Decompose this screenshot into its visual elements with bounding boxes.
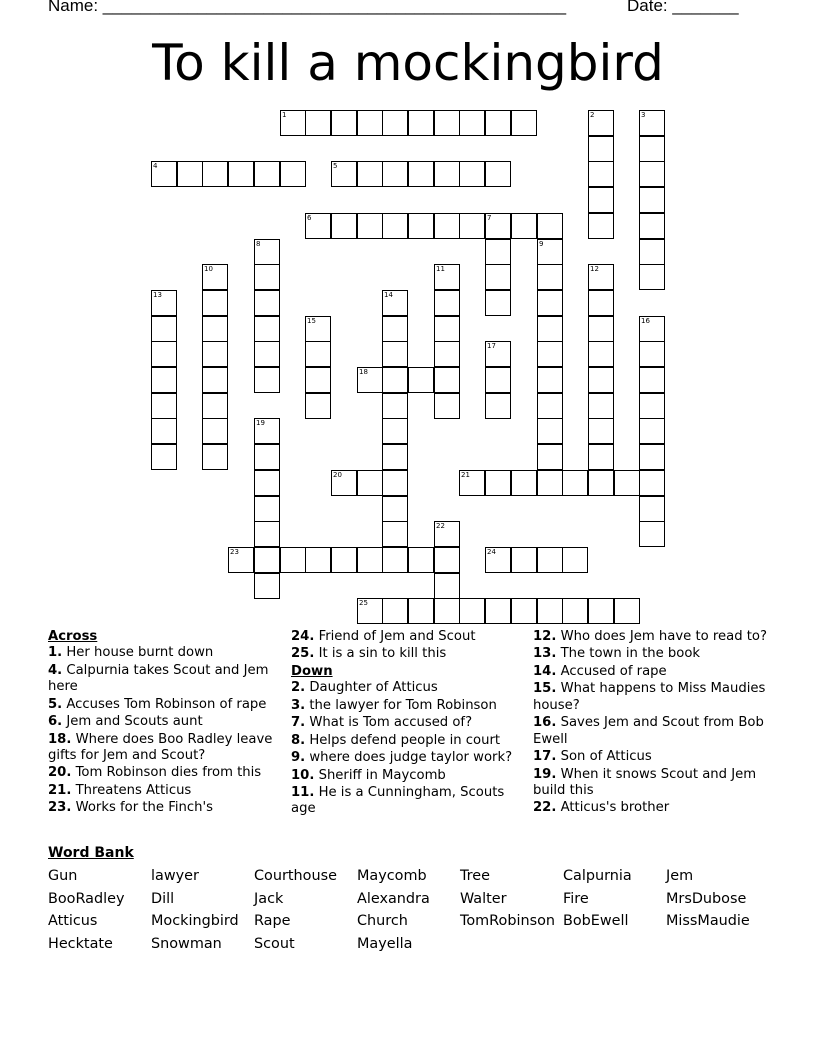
clue-text: Atticus's brother	[560, 800, 670, 816]
down-clue	[291, 715, 531, 731]
clue-text: What is Tom accused of?	[309, 715, 473, 731]
grid-cell[interactable]	[485, 264, 511, 290]
grid-cell[interactable]	[357, 598, 383, 624]
clue-number-label: 17.	[533, 749, 557, 765]
grid-cell[interactable]	[202, 418, 228, 444]
grid-cell[interactable]	[202, 341, 228, 367]
grid-cell[interactable]	[639, 444, 665, 470]
grid-cell[interactable]	[357, 110, 383, 136]
grid-cell[interactable]	[537, 598, 563, 624]
down-clue	[533, 681, 773, 714]
grid-cell[interactable]	[485, 213, 511, 239]
grid-cell[interactable]	[434, 573, 460, 599]
grid-cell[interactable]	[434, 290, 460, 316]
clue-number-label: 4.	[48, 662, 63, 678]
grid-cell[interactable]	[357, 213, 383, 239]
clue-number-label: 15.	[533, 681, 557, 697]
grid-cell[interactable]	[382, 521, 408, 547]
grid-cell[interactable]	[228, 161, 254, 187]
grid-cell[interactable]	[331, 110, 357, 136]
word-bank-item: Fire	[563, 891, 589, 907]
grid-cell[interactable]	[639, 341, 665, 367]
across-clue	[291, 646, 531, 662]
grid-cell[interactable]	[331, 213, 357, 239]
grid-cell[interactable]	[280, 161, 306, 187]
grid-cell[interactable]	[202, 393, 228, 419]
grid-cell[interactable]	[511, 110, 537, 136]
grid-cell[interactable]	[151, 393, 177, 419]
grid-cell[interactable]	[639, 496, 665, 522]
across-clue	[291, 629, 531, 645]
across-heading: Across	[48, 629, 98, 644]
clues-column-2	[291, 629, 531, 819]
clue-text: Sheriff in Maycomb	[318, 767, 446, 783]
clue-text: What happens to Miss Maudies house?	[533, 681, 766, 713]
grid-cell[interactable]	[254, 547, 280, 573]
clue-text: Friend of Jem and Scout	[318, 629, 476, 644]
grid-cell[interactable]	[588, 470, 614, 496]
grid-cell[interactable]	[537, 547, 563, 573]
word-bank-item: TomRobinson	[460, 913, 555, 929]
grid-cell[interactable]	[357, 470, 383, 496]
clue-number: 12	[590, 265, 599, 273]
grid-cell[interactable]	[639, 418, 665, 444]
word-bank-item: Snowman	[151, 936, 222, 952]
clue-number: 6	[307, 214, 312, 222]
word-bank-item: Mockingbird	[151, 913, 239, 929]
grid-cell[interactable]	[614, 470, 640, 496]
grid-cell[interactable]	[357, 161, 383, 187]
grid-cell[interactable]	[331, 161, 357, 187]
clue-number-label: 13.	[533, 646, 557, 662]
word-bank-item: MrsDubose	[666, 891, 747, 907]
grid-cell[interactable]	[177, 161, 203, 187]
grid-cell[interactable]	[485, 110, 511, 136]
clue-number: 18	[359, 368, 368, 376]
clue-number: 9	[539, 240, 544, 248]
clue-number-label: 8.	[291, 732, 306, 748]
clue-text: Son of Atticus	[560, 749, 652, 765]
clue-number-label: 21.	[48, 782, 72, 798]
clue-number: 5	[333, 162, 338, 170]
word-bank-item: MissMaudie	[666, 913, 750, 929]
word-bank-item: Jem	[666, 868, 694, 884]
grid-cell[interactable]	[254, 290, 280, 316]
clue-number-label: 24.	[291, 629, 315, 644]
grid-cell[interactable]	[434, 264, 460, 290]
clue-number-label: 9.	[291, 750, 306, 766]
clue-text: Calpurnia takes Scout and Jem here	[48, 662, 269, 695]
grid-cell[interactable]	[305, 213, 331, 239]
word-bank-item: Scout	[254, 936, 295, 952]
grid-cell[interactable]	[537, 316, 563, 342]
grid-cell[interactable]	[382, 496, 408, 522]
word-bank-item: Hecktate	[48, 936, 113, 952]
grid-cell[interactable]	[639, 393, 665, 419]
grid-cell[interactable]	[588, 316, 614, 342]
grid-cell[interactable]	[639, 521, 665, 547]
clue-text: Threatens Atticus	[75, 782, 192, 798]
grid-cell[interactable]	[434, 341, 460, 367]
clue-number: 11	[436, 265, 445, 273]
clue-text: the lawyer for Tom Robinson	[309, 697, 497, 713]
grid-cell[interactable]	[459, 598, 485, 624]
grid-cell[interactable]	[485, 470, 511, 496]
clue-number-label: 19.	[533, 766, 557, 782]
grid-cell[interactable]	[382, 341, 408, 367]
grid-cell[interactable]	[382, 161, 408, 187]
grid-cell[interactable]	[382, 367, 408, 393]
grid-cell[interactable]	[202, 264, 228, 290]
clue-number-label: 22.	[533, 800, 557, 816]
down-clue	[533, 715, 773, 748]
down-clue	[533, 749, 773, 765]
clue-number-label: 1.	[48, 645, 63, 661]
clue-number: 1	[282, 111, 287, 119]
across-clue	[48, 645, 288, 661]
grid-cell[interactable]	[280, 547, 306, 573]
grid-cell[interactable]	[537, 367, 563, 393]
clue-number: 17	[487, 342, 496, 350]
word-bank-item: Rape	[254, 913, 291, 929]
grid-cell[interactable]	[511, 598, 537, 624]
word-bank-item: lawyer	[151, 868, 199, 884]
name-field-label: Name: _________________________________________________	[48, 0, 567, 15]
grid-cell[interactable]	[254, 573, 280, 599]
clue-number: 13	[153, 291, 162, 299]
grid-cell[interactable]	[639, 239, 665, 265]
clues-column-1	[48, 629, 288, 818]
clue-text: Her house burnt down	[66, 645, 214, 661]
down-clue	[533, 767, 773, 800]
grid-cell[interactable]	[434, 547, 460, 573]
across-clue	[48, 697, 288, 713]
grid-cell[interactable]	[614, 598, 640, 624]
word-bank-item: Dill	[151, 891, 175, 907]
grid-cell[interactable]	[485, 161, 511, 187]
down-clue	[291, 785, 531, 818]
clue-text: Who does Jem have to read to?	[560, 629, 767, 644]
clue-number: 20	[333, 471, 342, 479]
grid-cell[interactable]	[588, 418, 614, 444]
down-clue	[533, 800, 773, 816]
grid-cell[interactable]	[537, 213, 563, 239]
grid-cell[interactable]	[151, 444, 177, 470]
clue-number: 24	[487, 548, 496, 556]
clue-number: 4	[153, 162, 158, 170]
clue-text: Tom Robinson dies from this	[75, 765, 262, 781]
word-bank-item: Maycomb	[357, 868, 427, 884]
word-bank-item: Mayella	[357, 936, 413, 952]
grid-cell[interactable]	[588, 598, 614, 624]
grid-cell[interactable]	[588, 264, 614, 290]
word-bank-item: Tree	[460, 868, 490, 884]
grid-cell[interactable]	[434, 316, 460, 342]
clue-number: 22	[436, 522, 445, 530]
grid-cell[interactable]	[511, 470, 537, 496]
clue-number: 19	[256, 419, 265, 427]
grid-cell[interactable]	[562, 547, 588, 573]
clue-number-label: 11.	[291, 785, 315, 801]
grid-cell[interactable]	[459, 470, 485, 496]
down-clue	[533, 664, 773, 680]
grid-cell[interactable]	[639, 136, 665, 162]
grid-cell[interactable]	[305, 547, 331, 573]
clue-number-label: 20.	[48, 765, 72, 781]
across-clue	[48, 783, 288, 799]
word-bank-item: Alexandra	[357, 891, 430, 907]
down-heading: Down	[291, 663, 333, 679]
clue-number: 25	[359, 599, 368, 607]
clue-text: Works for the Finch's	[75, 800, 213, 816]
grid-cell[interactable]	[588, 393, 614, 419]
down-clue	[291, 680, 531, 696]
word-bank-item: BooRadley	[48, 891, 125, 907]
clue-text: He is a Cunningham, Scouts age	[291, 785, 505, 817]
grid-cell[interactable]	[382, 598, 408, 624]
grid-cell[interactable]	[305, 341, 331, 367]
grid-cell[interactable]	[254, 470, 280, 496]
clue-number-label: 25.	[291, 646, 315, 662]
word-bank-item: Calpurnia	[563, 868, 632, 884]
date-field-label: Date: _______	[627, 0, 739, 15]
across-clue	[48, 714, 288, 730]
grid-cell[interactable]	[639, 264, 665, 290]
down-clue	[291, 698, 531, 714]
grid-cell[interactable]	[639, 213, 665, 239]
grid-cell[interactable]	[639, 187, 665, 213]
grid-cell[interactable]	[382, 316, 408, 342]
grid-cell[interactable]	[588, 136, 614, 162]
grid-cell[interactable]	[511, 213, 537, 239]
grid-cell[interactable]	[537, 290, 563, 316]
grid-cell[interactable]	[537, 470, 563, 496]
across-clue	[48, 765, 288, 781]
clue-text: The town in the book	[560, 646, 701, 662]
clue-text: When it snows Scout and Jem build this	[533, 766, 757, 798]
grid-cell[interactable]	[254, 341, 280, 367]
grid-cell[interactable]	[331, 547, 357, 573]
grid-cell[interactable]	[151, 290, 177, 316]
clue-number-label: 18.	[48, 731, 72, 747]
grid-cell[interactable]	[202, 444, 228, 470]
grid-cell[interactable]	[382, 547, 408, 573]
grid-cell[interactable]	[459, 213, 485, 239]
grid-cell[interactable]	[151, 367, 177, 393]
word-bank-item: Courthouse	[254, 868, 337, 884]
grid-cell[interactable]	[408, 367, 434, 393]
grid-cell[interactable]	[562, 598, 588, 624]
grid-cell[interactable]	[562, 470, 588, 496]
clue-number: 2	[590, 111, 595, 119]
grid-cell[interactable]	[588, 110, 614, 136]
clue-number: 21	[461, 471, 470, 479]
grid-cell[interactable]	[511, 547, 537, 573]
grid-cell[interactable]	[434, 110, 460, 136]
clue-text: It is a sin to kill this	[318, 646, 447, 662]
clue-text: Daughter of Atticus	[309, 680, 438, 696]
grid-cell[interactable]	[305, 110, 331, 136]
grid-cell[interactable]	[254, 239, 280, 265]
down-clue	[533, 629, 773, 645]
grid-cell[interactable]	[382, 213, 408, 239]
word-bank-item: Jack	[254, 891, 284, 907]
grid-cell[interactable]	[537, 418, 563, 444]
grid-cell[interactable]	[305, 367, 331, 393]
grid-cell[interactable]	[434, 393, 460, 419]
grid-cell[interactable]	[408, 161, 434, 187]
clue-number: 10	[204, 265, 213, 273]
grid-cell[interactable]	[537, 444, 563, 470]
grid-cell[interactable]	[305, 393, 331, 419]
clue-text: where does judge taylor work?	[309, 750, 513, 766]
grid-cell[interactable]	[459, 161, 485, 187]
grid-cell[interactable]	[434, 598, 460, 624]
grid-cell[interactable]	[639, 470, 665, 496]
down-clue	[291, 733, 531, 749]
grid-cell[interactable]	[434, 161, 460, 187]
grid-cell[interactable]	[202, 161, 228, 187]
grid-cell[interactable]	[254, 367, 280, 393]
grid-cell[interactable]	[254, 496, 280, 522]
grid-cell[interactable]	[254, 444, 280, 470]
grid-cell[interactable]	[639, 161, 665, 187]
grid-cell[interactable]	[357, 367, 383, 393]
grid-cell[interactable]	[639, 110, 665, 136]
grid-cell[interactable]	[588, 290, 614, 316]
grid-cell[interactable]	[408, 110, 434, 136]
grid-cell[interactable]	[151, 418, 177, 444]
word-bank-heading: Word Bank	[48, 845, 134, 861]
clue-number: 14	[384, 291, 393, 299]
grid-cell[interactable]	[588, 341, 614, 367]
grid-cell[interactable]	[408, 598, 434, 624]
clue-number: 23	[230, 548, 239, 556]
grid-cell[interactable]	[331, 470, 357, 496]
grid-cell[interactable]	[537, 239, 563, 265]
word-bank-item: Atticus	[48, 913, 98, 929]
clue-text: Accuses Tom Robinson of rape	[66, 696, 267, 712]
grid-cell[interactable]	[485, 341, 511, 367]
grid-cell[interactable]	[588, 444, 614, 470]
across-clue	[48, 800, 288, 816]
grid-cell[interactable]	[485, 367, 511, 393]
grid-cell[interactable]	[202, 367, 228, 393]
clue-number-label: 5.	[48, 696, 63, 712]
grid-cell[interactable]	[485, 239, 511, 265]
grid-cell[interactable]	[151, 316, 177, 342]
grid-cell[interactable]	[588, 187, 614, 213]
clue-text: Jem and Scouts aunt	[66, 714, 203, 730]
grid-cell[interactable]	[639, 367, 665, 393]
word-bank-item: BobEwell	[563, 913, 629, 929]
grid-cell[interactable]	[537, 341, 563, 367]
clue-number-label: 2.	[291, 680, 306, 696]
grid-cell[interactable]	[408, 547, 434, 573]
clue-number-label: 6.	[48, 714, 63, 730]
clue-number-label: 14.	[533, 663, 557, 679]
word-bank-item: Church	[357, 913, 408, 929]
word-bank-item: Walter	[460, 891, 507, 907]
grid-cell[interactable]	[280, 110, 306, 136]
grid-cell[interactable]	[382, 444, 408, 470]
clue-number-label: 12.	[533, 629, 557, 644]
grid-cell[interactable]	[305, 316, 331, 342]
across-clue	[48, 663, 288, 696]
grid-cell[interactable]	[459, 110, 485, 136]
down-clue	[291, 768, 531, 784]
word-bank-item: Gun	[48, 868, 78, 884]
grid-cell[interactable]	[382, 290, 408, 316]
grid-cell[interactable]	[434, 367, 460, 393]
grid-cell[interactable]	[357, 547, 383, 573]
grid-cell[interactable]	[485, 290, 511, 316]
grid-cell[interactable]	[434, 521, 460, 547]
clue-number: 16	[641, 317, 650, 325]
grid-cell[interactable]	[485, 393, 511, 419]
clue-number-label: 3.	[291, 697, 306, 713]
clue-number: 3	[641, 111, 646, 119]
grid-cell[interactable]	[485, 598, 511, 624]
grid-cell[interactable]	[254, 161, 280, 187]
clue-number-label: 23.	[48, 800, 72, 816]
grid-cell[interactable]	[485, 547, 511, 573]
grid-cell[interactable]	[382, 418, 408, 444]
clue-text: Accused of rape	[560, 663, 667, 679]
grid-cell[interactable]	[537, 393, 563, 419]
grid-cell[interactable]	[537, 264, 563, 290]
grid-cell[interactable]	[202, 316, 228, 342]
grid-cell[interactable]	[228, 547, 254, 573]
clue-number-label: 10.	[291, 767, 315, 783]
grid-cell[interactable]	[408, 213, 434, 239]
grid-cell[interactable]	[202, 290, 228, 316]
down-clue	[533, 646, 773, 662]
grid-cell[interactable]	[382, 470, 408, 496]
clues-column-3	[533, 629, 773, 818]
grid-cell[interactable]	[588, 213, 614, 239]
grid-cell[interactable]	[434, 213, 460, 239]
grid-cell[interactable]	[588, 367, 614, 393]
clue-number-label: 7.	[291, 715, 306, 731]
grid-cell[interactable]	[254, 264, 280, 290]
across-clue	[48, 732, 288, 765]
grid-cell[interactable]	[254, 521, 280, 547]
down-clue	[291, 750, 531, 766]
grid-cell[interactable]	[254, 316, 280, 342]
grid-cell[interactable]	[639, 316, 665, 342]
clue-text: Saves Jem and Scout from Bob Ewell	[533, 715, 764, 747]
clue-number: 7	[487, 214, 492, 222]
clue-number: 15	[307, 317, 316, 325]
clue-text: Helps defend people in court	[309, 732, 501, 748]
grid-cell[interactable]	[151, 341, 177, 367]
clue-text: Where does Boo Radley leave gifts for Jem and Scout?	[48, 731, 273, 763]
grid-cell[interactable]	[151, 161, 177, 187]
page-title: To kill a mockingbird	[152, 34, 664, 92]
grid-cell[interactable]	[588, 161, 614, 187]
clue-number: 8	[256, 240, 261, 248]
grid-cell[interactable]	[254, 418, 280, 444]
grid-cell[interactable]	[382, 110, 408, 136]
grid-cell[interactable]	[382, 393, 408, 419]
clue-number-label: 16.	[533, 715, 557, 731]
